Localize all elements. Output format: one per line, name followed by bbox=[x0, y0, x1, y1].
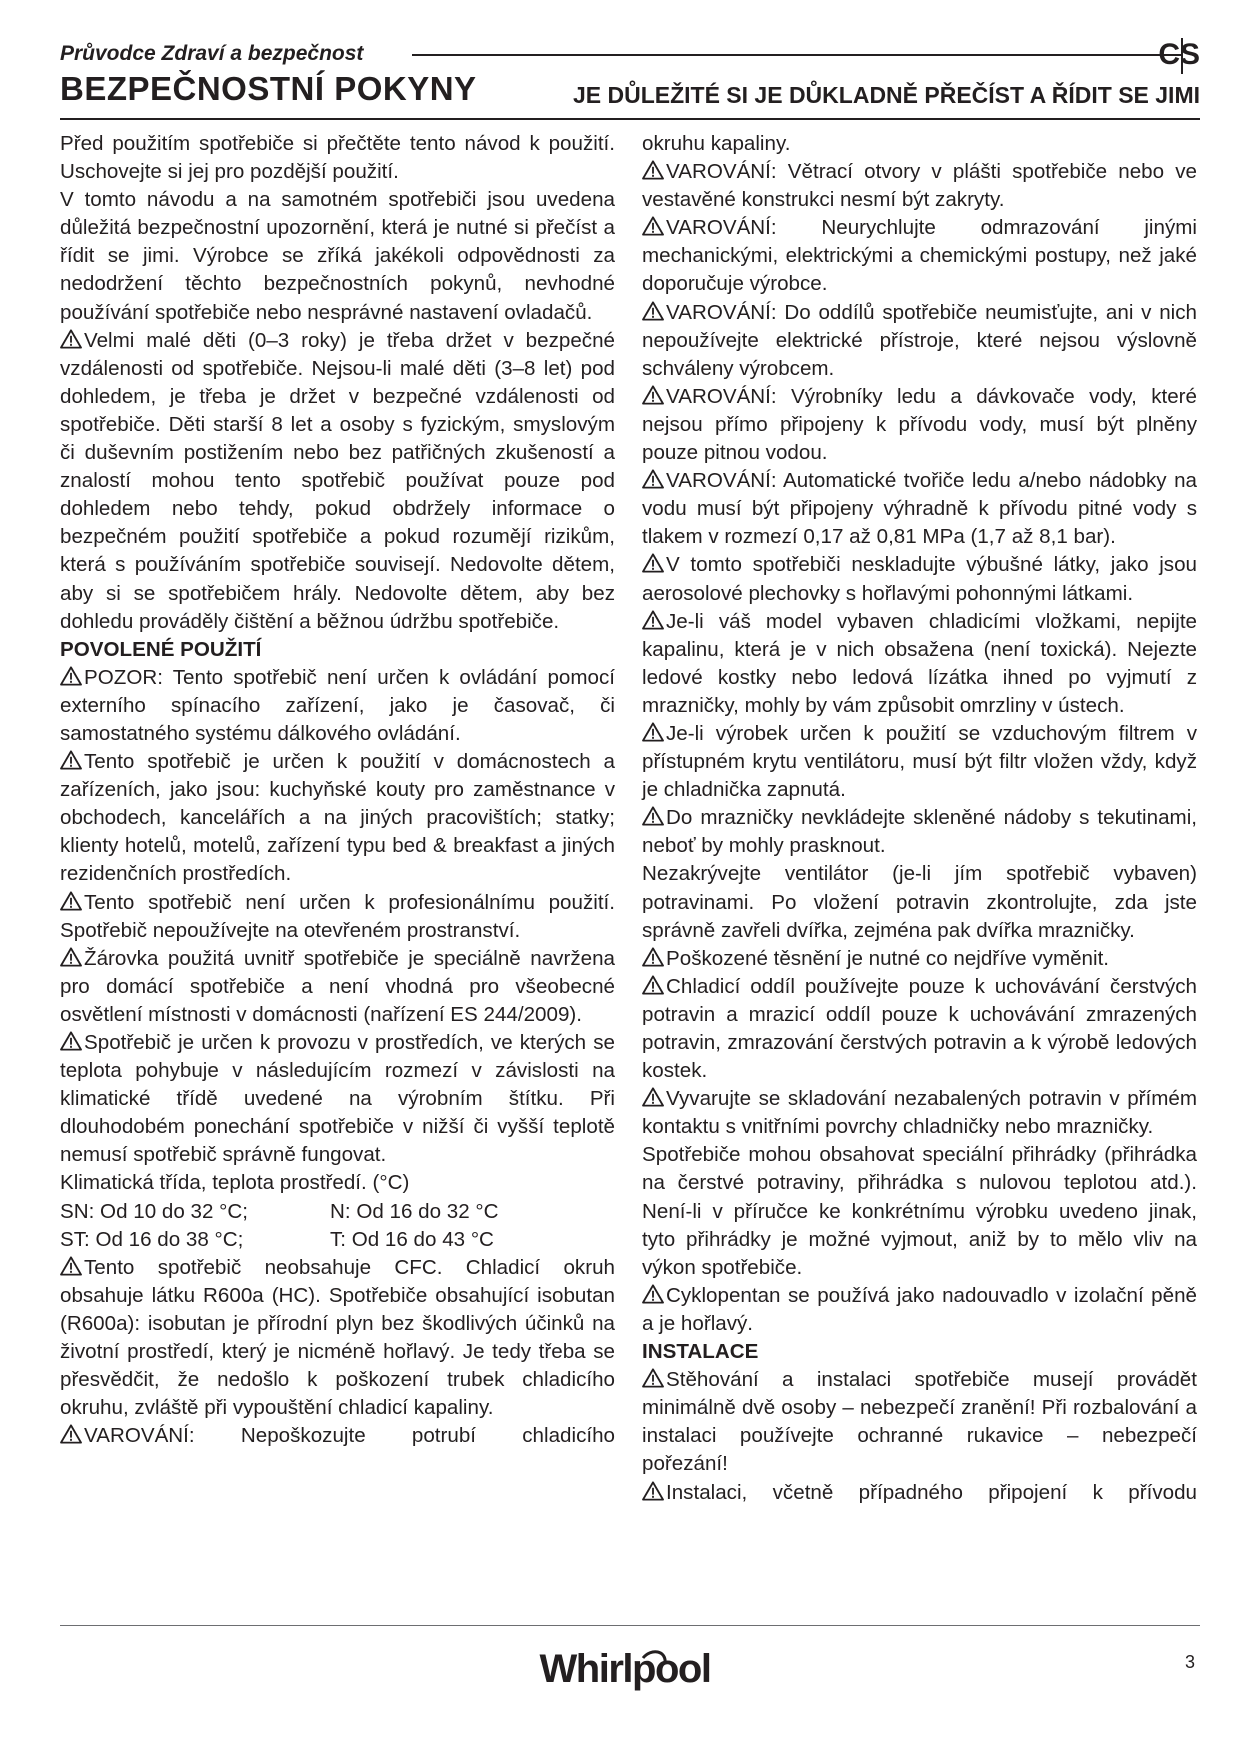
climate-t: T: Od 16 do 43 °C bbox=[330, 1227, 494, 1251]
warning-air-filter: Je-li výrobek určen k použití se vzduchovým filtrem v přístupném krytu ventilátoru, musí být filtr vložen vždy, když je chladnička zapnutá. bbox=[642, 721, 1197, 802]
warning-pozor: POZOR: Tento spotřebič není určen k ovládání pomocí externího spínacího zařízení, jako je časovač, či samostatného systému dálkového ovládání. bbox=[60, 665, 615, 745]
page-subtitle: JE DŮLEŽITÉ SI JE DŮKLADNĚ PŘEČÍST A ŘÍDIT SE JIMI bbox=[572, 82, 1200, 108]
warning-icon bbox=[642, 1481, 664, 1501]
section-heading-installation: INSTALACE bbox=[642, 1340, 759, 1364]
warning-storage: Chladicí oddíl používejte pouze k uchovávání čerstvých potravin a mrazicí oddíl pouze k uchovávání zmrazených potravin, zmrazování čerstvých potravin a k výrobě ledových kostek. bbox=[642, 974, 1197, 1083]
warning-pipes: VAROVÁNÍ: Nepoškozujte potrubí chladicího bbox=[60, 1422, 615, 1450]
warning-pipes-continued: okruhu kapaliny. bbox=[642, 132, 791, 155]
warning-icon bbox=[642, 553, 664, 573]
note-special-compartments: Spotřebiče mohou obsahovat speciální přihrádky (přihrádka na čerstvé potraviny, přihrádka s nulovou teplotou atd.). Není-li v příručce ke konkrétnímu výrobku uvedeno jinak, tyto přihrádky je možné vyjmout, aniž by to mělo vliv na výkon spotřebiče. bbox=[642, 1143, 1197, 1279]
section-heading-permitted-use: POVOLENÉ POUŽITÍ bbox=[60, 637, 262, 661]
warning-compartments: VAROVÁNÍ: Do oddílů spotřebiče neumisťujte, ani v nich nepoužívejte elektrické přístroje, které nejsou výslovně schváleny výrobcem. bbox=[642, 300, 1197, 380]
warning-ice-makers: VAROVÁNÍ: Výrobníky ledu a dávkovače vody, které nejsou přímo připojeny k přívodu vody, musí být plněny pouze pitnou vodou. bbox=[642, 384, 1197, 465]
page-number: 3 bbox=[1185, 1652, 1196, 1672]
warning-icon bbox=[60, 329, 82, 349]
warning-icon bbox=[60, 947, 82, 967]
warning-explosive: V tomto spotřebiči neskladujte výbušné látky, jako jsou aerosolové plechovky s hořlavými pohonnými látkami. bbox=[642, 553, 1197, 605]
warning-cooling-packs: Je-li váš model vybaven chladicími vložkami, nepijte kapalinu, která je v nich obsažena (není toxická). Nejezte ledové kostky nebo ledová lízátka ihned po vyjmutí z mrazničky, mohly by vám způsobit omrzliny v ústech. bbox=[642, 609, 1197, 717]
climate-label: Klimatická třída, teplota prostředí. (°C) bbox=[60, 1171, 410, 1195]
warning-defrost: VAROVÁNÍ: Neurychlujte odmrazování jinými mechanickými, elektrickými a chemickými postupy, než jaké doporučuje výrobce. bbox=[642, 216, 1197, 296]
guide-title: Průvodce Zdraví a bezpečnost bbox=[60, 42, 364, 65]
warning-icon bbox=[60, 1031, 82, 1051]
warning-cyclopentane: Cyklopentan se používá jako nadouvadlo v izolační pěně a je hořlavý. bbox=[642, 1283, 1197, 1335]
warning-icon bbox=[642, 1368, 664, 1388]
svg-text:Whirlpool: Whirlpool bbox=[539, 1647, 711, 1691]
warning-icon bbox=[642, 469, 664, 489]
warning-icon bbox=[642, 385, 664, 405]
warning-icon bbox=[642, 610, 664, 630]
warning-icon bbox=[642, 301, 664, 321]
warning-climate: Spotřebič je určen k provozu v prostředích, ve kterých se teplota pohybuje v následujícím rozmezí v závislosti na klimatické třídě uvedené na výrobním štítku. Při dlouhodobém ponechání spotřebiče v nižší či vyšší teplotě nemusí spotřebič správně fungovat. bbox=[60, 1031, 615, 1167]
warning-icon bbox=[60, 1424, 82, 1444]
warning-auto-ice: VAROVÁNÍ: Automatické tvořiče ledu a/nebo nádobky na vodu musí být připojeny výhradně k přívodu pitné vody s tlakem v rozmezí 0,17 až 0,81 MPa (1,7 až 8,1 bar). bbox=[642, 469, 1197, 549]
warning-professional: Tento spotřebič není určen k profesionálnímu použití. Spotřebič nepoužívejte na otevřeném prostranství. bbox=[60, 890, 615, 942]
page-title: BEZPEČNOSTNÍ POKYNY bbox=[60, 70, 477, 107]
warning-icon bbox=[60, 666, 82, 686]
note-fan: Nezakrývejte ventilátor (je-li jím spotřebič vybaven) potravinami. Po vložení potravin zkontrolujte, zda jste správně zavřeli dvířka, zejména pak dvířka mrazničky. bbox=[642, 862, 1197, 942]
warning-icon bbox=[642, 722, 664, 742]
header-rule-top bbox=[412, 54, 1182, 56]
warning-icon bbox=[60, 750, 82, 770]
warning-icon bbox=[642, 1284, 664, 1304]
header-rule-bottom bbox=[60, 118, 1200, 120]
warning-glass: Do mrazničky nevkládejte skleněné nádoby s tekutinami, neboť by mohly prasknout. bbox=[642, 806, 1197, 858]
climate-sn: SN: Od 10 do 32 °C; bbox=[60, 1199, 248, 1223]
climate-row bbox=[60, 1226, 615, 1254]
warning-seals: Poškozené těsnění je nutné co nejdříve vyměnit. bbox=[642, 945, 1197, 973]
climate-st: ST: Od 16 do 38 °C; bbox=[60, 1227, 244, 1251]
warning-icon bbox=[642, 216, 664, 236]
footer-rule bbox=[60, 1625, 1200, 1626]
climate-n: N: Od 16 do 32 °C bbox=[330, 1199, 499, 1223]
warning-icon bbox=[642, 806, 664, 826]
warning-icon bbox=[642, 1087, 664, 1107]
warning-icon bbox=[60, 891, 82, 911]
right-column bbox=[642, 130, 1197, 1507]
intro-paragraph: V tomto návodu a na samotném spotřebiči jsou uvedena důležitá bezpečnostní upozornění, která je nutné si přečíst a řídit se jimi. Výrobce se zříká jakékoli odpovědnosti za nedodržení těchto bezpečnostních pokynů, nevhodné používání spotřebiče nebo nesprávné nastavení ovladačů. bbox=[60, 188, 615, 324]
warning-domestic: Tento spotřebič je určen k použití v domácnostech a zařízeních, jako jsou: kuchyňské kouty pro zaměstnance v obchodech, kancelářích a na jiných pracovištích; statky; klienty hotelů, motelů, zařízení typu bed & breakfast a jiných rezidenčních prostředích. bbox=[60, 750, 615, 886]
page-header bbox=[60, 38, 1200, 118]
whirlpool-logo bbox=[525, 1640, 725, 1700]
warning-icon bbox=[642, 975, 664, 995]
warning-icon bbox=[642, 160, 664, 180]
language-code: CS bbox=[1158, 38, 1200, 71]
warning-children: Velmi malé děti (0–3 roky) je třeba držet v bezpečné vzdálenosti od spotřebiče. Nejsou-li malé děti (3–8 let) pod dohledem, je třeba je držet v bezpečné vzdálenosti od spotřebiče. Děti starší 8 let a osoby s fyzickým, smyslovým či duševním postižením nebo bez patřičných zkušeností a znalostí mohou tento spotřebič používat pouze pod dohledem nebo tehdy, pokud obdržely informace o bezpečném použití spotřebiče a pokud rozumějí rizikům, která s používáním spotřebiče souvisejí. Nedovolte dětem, aby si se spotřebičem hrály. Nedovolte dětem, aby bez dohledu prováděly čištění a běžnou údržbu spotřebiče. bbox=[60, 328, 615, 633]
warning-installation: Instalaci, včetně případného připojení k přívodu bbox=[642, 1479, 1197, 1507]
warning-bulb: Žárovka použitá uvnitř spotřebiče je speciálně navržena pro domácí spotřebiče a není vhodná pro všeobecné osvětlení místnosti v domácnosti (nařízení ES 244/2009). bbox=[60, 946, 615, 1026]
intro-paragraph: Před použitím spotřebiče si přečtěte tento návod k použití. Uschovejte si jej pro pozdější použití. bbox=[60, 132, 615, 184]
left-column bbox=[60, 130, 615, 1450]
warning-vents: VAROVÁNÍ: Větrací otvory v plášti spotřebiče nebo ve vestavěné konstrukci nesmí být zakryty. bbox=[642, 160, 1197, 212]
warning-unpacked: Vyvarujte se skladování nezabalených potravin v přímém kontaktu s vnitřními povrchy chladničky nebo mrazničky. bbox=[642, 1087, 1197, 1139]
warning-icon bbox=[642, 947, 664, 967]
warning-icon bbox=[60, 1256, 82, 1276]
climate-row bbox=[60, 1198, 615, 1226]
warning-moving: Stěhování a instalaci spotřebiče musejí provádět minimálně dvě osoby – nebezpečí zranění! Při rozbalování a instalaci používejte ochranné rukavice – nebezpečí pořezání! bbox=[642, 1368, 1197, 1476]
warning-cfc: Tento spotřebič neobsahuje CFC. Chladicí okruh obsahuje látku R600a (HC). Spotřebiče obsahující isobutan (R600a): isobutan je přírodní plyn bez škodlivých účinků na životní prostředí, který je nicméně hořlavý. Je tedy třeba se přesvědčit, že nedošlo k poškození trubek chladicího okruhu, zvláště při vypouštění chladicí kapaliny. bbox=[60, 1255, 615, 1420]
